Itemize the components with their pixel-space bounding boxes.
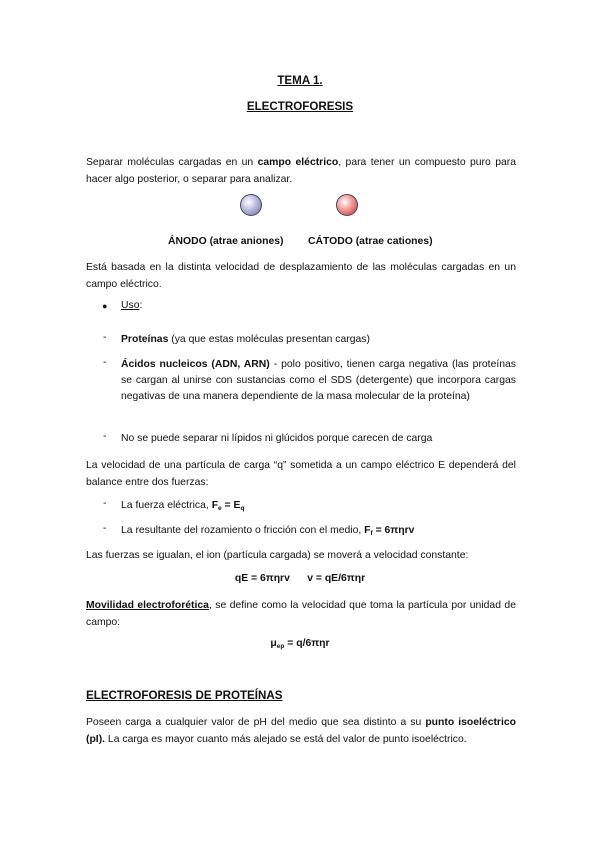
list-dash: -: [103, 332, 107, 343]
uso-item-lipids: No se puede separar ni lípidos ni glúcidos porque carecen de carga: [121, 433, 433, 444]
section-heading-proteins: ELECTROFORESIS DE PROTEÍNAS: [86, 689, 283, 702]
equation-mobility: $\mu_{ep} = q/6\pi\eta r$: [270, 638, 330, 650]
cathode-electrode-icon: [336, 194, 358, 216]
force-electric: La fuerza eléctrica, $F_e = E_q$: [121, 500, 245, 512]
uso-item-nucleic-acids: Ácidos nucleicos (ADN, ARN) - polo positivo, tienen carga negativa (las proteínas se cargan al unirse con sustancias como el SDS (detergente) que incorpora cargas negativas de una manera dependiente de la masa molecular de la proteína): [121, 359, 516, 402]
cathode-label: CÁTODO (atrae cationes): [308, 236, 433, 247]
equation-velocity: qE = 6πηrv v = qE/6πηr: [234, 573, 366, 584]
velocity-paragraph: La velocidad de una partícula de carga “q” sometida a un campo eléctrico E dependerá del balance entre dos fuerzas:: [86, 460, 516, 488]
proteins-paragraph: Poseen carga a cualquier valor de pH del medio que sea distinto a su punto isoeléctrico (pI). La carga es mayor cuanto más alejado se está del valor de punto isoeléctrico.: [86, 717, 516, 745]
list-dash: -: [103, 431, 107, 442]
list-dash: -: [103, 357, 107, 368]
mobility-term: Movilidad electroforética: [86, 600, 209, 611]
anode-label: ÁNODO (atrae aniones): [168, 236, 284, 247]
uso-item-proteins: Proteínas (ya que estas moléculas presentan cargas): [121, 334, 370, 345]
intro-bold-term: campo eléctrico: [257, 157, 339, 168]
forces-equal-paragraph: Las fuerzas se igualan, el ion (partícula cargada) se moverá a velocidad constante:: [86, 550, 469, 561]
doc-title: TEMA 1.: [277, 74, 323, 87]
uso-bullet: ●: [102, 301, 108, 311]
basis-paragraph: Está basada en la distinta velocidad de desplazamiento de las moléculas cargadas en un campo eléctrico.: [86, 262, 516, 290]
force-friction: La resultante del rozamiento o fricción con el medio, $F_f = 6\pi\eta rv$: [121, 525, 415, 537]
doc-subtitle: ELECTROFORESIS: [246, 100, 354, 113]
uso-heading: Uso:: [121, 300, 143, 311]
mobility-paragraph: Movilidad electroforética, se define como la velocidad que toma la partícula por unidad de campo:: [86, 600, 516, 628]
intro-paragraph: Separar moléculas cargadas en un campo eléctrico, para tener un compuesto puro para hacer algo posterior, o separar para analizar.: [86, 157, 516, 185]
anode-electrode-icon: [240, 194, 262, 216]
list-dash: -: [103, 523, 107, 534]
list-dash: -: [103, 498, 107, 509]
